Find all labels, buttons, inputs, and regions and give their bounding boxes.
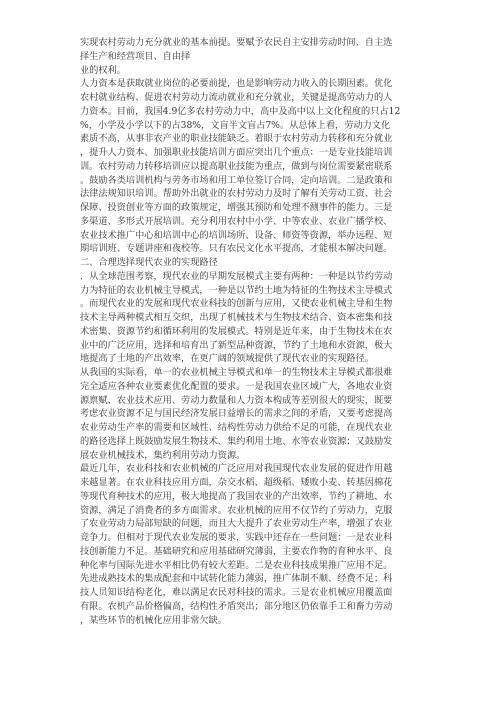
text-line: 期培训班、专题讲座和夜校等。只有农民文化水平提高，才能根本解决问题。 <box>80 243 393 255</box>
text-line: 种化率与国际先进水平相比仍有较大差距。二是农业科技成果推广应用不足。 <box>80 559 393 571</box>
text-line: 力资本。目前，我国4.9亿多农村劳动力中，高中及高中以上文化程度的只占12 <box>80 105 401 117</box>
text-line: 业的权利。 <box>80 64 126 76</box>
text-line: 训。农村劳动力转移培训应以提高职业技能为重点，做到与岗位需要紧密联系 <box>80 160 393 172</box>
text-line: 等现代育种技术的应用，极大地提高了我国农业的产出效率，节约了耕地、水 <box>80 490 393 502</box>
text-line: 有限。农机产品价格偏高，结构性矛盾突出；部分地区仍依靠手工和畜力劳动 <box>80 600 393 612</box>
text-line: 实现农村劳动力充分就业的基本前提。要赋予农民自主安排劳动时间、自主选 <box>80 37 393 48</box>
text-line: 业中的广泛应用，选择和培育出了新型品种资源，节约了土地和水资源，极大 <box>80 339 393 351</box>
text-line: 了农业劳动力局部短缺的问题，而且大大提升了农业劳动生产率，增强了农业 <box>80 518 393 530</box>
text-line: 资源，满足了消费者的多方面需求。农业机械的应用不仅节约了劳动力，克服 <box>80 504 393 516</box>
text-line: 竞争力。但相对于现代农业发展的要求，实践中还存在一些问题：一是农业科 <box>80 532 393 543</box>
text-line: 的路径选择上既鼓励发展生物技术、集约利用土地、水等农业资源；又鼓励发 <box>80 435 393 447</box>
text-line: 源禀赋、农业技术应用、劳动力数量和人力资本构成等差别很大的现实，既要 <box>80 394 393 406</box>
text-line: 力为特征的农业机械主导模式，一种是以节约土地为特征的生物技术主导模式 <box>80 284 393 296</box>
text-line: ，某些环节的机械化应用非常欠缺。 <box>80 614 227 626</box>
document-body <box>80 36 420 627</box>
text-line: ．从全球范围考察，现代农业的早期发展模式主要有两种：一种是以节约劳动 <box>80 270 393 282</box>
text-line: 农业劳动生产率的需要和区域性、结构性劳动力供给不足的可能，在现代农业 <box>80 422 393 433</box>
text-line: 农村就业结构、促进农村劳动力流动就业和充分就业，关键是提高劳动力的人 <box>80 92 393 103</box>
text-line: 先进成熟技术的集成配套和中试转化能力薄弱，推广体制不顺、经费不足；科 <box>80 573 393 585</box>
text-line: 地提高了土地的产出效率，在更广阔的领域提供了现代农业的实现路径。 <box>80 353 374 365</box>
text-line: 农业技术推广中心和培训中心的培训场所、设备、师资等资源，举办远程、短 <box>80 229 393 241</box>
text-line: 技创新能力不足。基础研究和应用基础研究薄弱，主要农作物的育种水平、良 <box>80 545 393 557</box>
text-line: 完全适应各种农业要素优化配置的要求。一是我国农业区域广大，各地农业资 <box>80 380 393 392</box>
text-line: 法律法规知识培训。帮助外出就业的农村劳动力及时了解有关劳动工资、社会 <box>80 188 393 200</box>
text-line: 人力资本是获取就业岗位的必要前提，也是影响劳动力收入的长期因素。优化 <box>80 78 393 90</box>
text-line: 素质不高，从事非农产业的职业技能缺乏。着眼于农村劳动力转移和充分就业 <box>80 133 393 145</box>
text-line: 保障、投资创业等方面的政策规定，增强其预防和处理不测事件的能力。三是 <box>80 202 393 213</box>
text-line: 术密集、资源节约和循环利用的发展模式。特别是近年来，由于生物技术在农 <box>80 325 393 337</box>
text-line: 技术主导两种模式相互交织，出现了机械技术与生物技术结合、资本密集和技 <box>80 312 393 323</box>
text-line: 从我国的实际看，单一的农业机械主导模式和单一的生物技术主导模式都很难 <box>80 367 393 378</box>
text-line: 来越显著。在农业科技应用方面，杂交水稻、超级稻、矮败小麦、转基因棉花 <box>80 477 393 488</box>
text-line: 技人员知识结构老化，难以满足农民对科技的需求。三是农业机械应用覆盖面 <box>80 587 393 598</box>
text-line: 二、合理选择现代农业的实现路径 <box>80 257 218 268</box>
text-line: ，提升人力资本、加强职业技能培训方面应突出几个重点：一是专业技能培训 <box>80 147 393 158</box>
text-line: 。而现代农业的发展和现代农业科技的创新与应用，又使农业机械主导和生物 <box>80 298 393 310</box>
text-line: 最近几年，农业科技和农业机械的广泛应用对我国现代农业发展的促进作用越 <box>80 463 393 475</box>
text-line: 展农业机械技术，集约利用劳动力资源。 <box>80 449 246 461</box>
text-line: 考虑农业资源不足与国民经济发展日益增长的需求之间的矛盾，又要考虑提高 <box>80 408 393 420</box>
text-line: 择生产和经营项目、自由择 <box>80 50 191 62</box>
text-line: 多渠道、多形式开展培训。充分利用农村中小学、中等农业、农业广播学校、 <box>80 215 393 227</box>
text-line: 。鼓励各类培训机构与劳务市场和用工单位签订合同，定向培训。二是政策和 <box>80 174 393 186</box>
text-line: %，小学及小学以下的占38%，文盲半文盲占7%。从总体上看，劳动力文化 <box>80 119 391 131</box>
